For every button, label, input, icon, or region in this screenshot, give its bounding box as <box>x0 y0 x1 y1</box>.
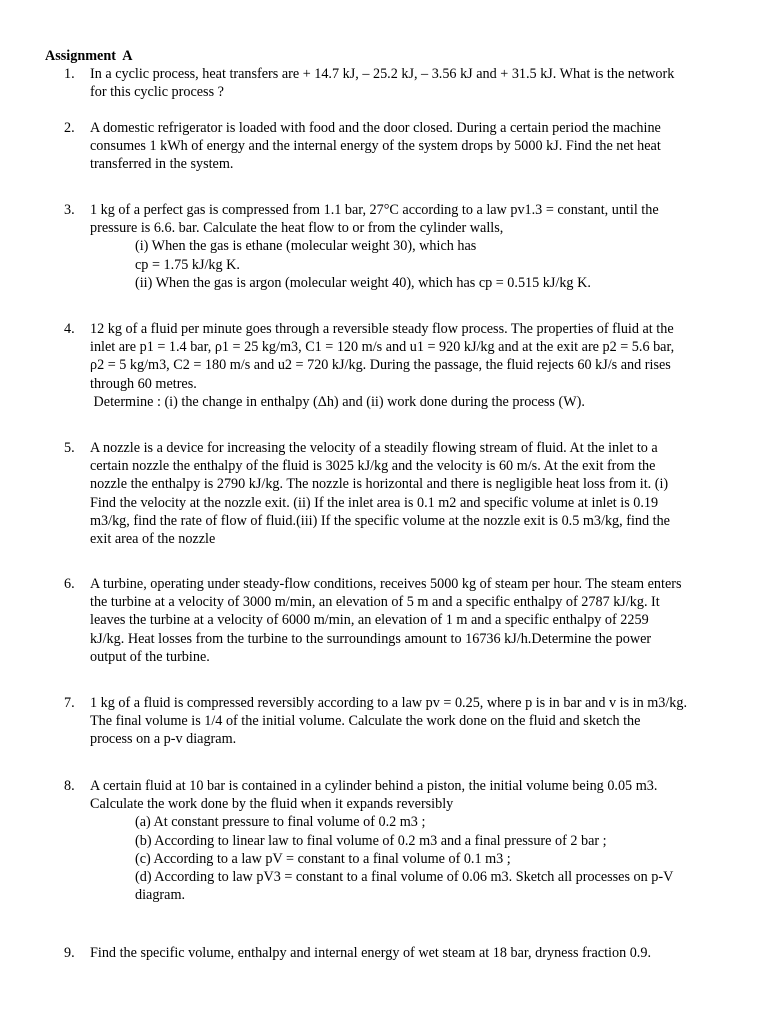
question-5 <box>64 439 728 548</box>
question-text-line: A nozzle is a device for increasing the velocity of a steadily flowing stream of fluid. At the inlet to a <box>90 440 658 456</box>
question-text-line: A turbine, operating under steady-flow conditions, receives 5000 kg of steam per hour. The steam enters <box>90 576 682 592</box>
question-text-line: In a cyclic process, heat transfers are + 14.7 kJ, – 25.2 kJ, – 3.56 kJ and + 31.5 kJ. What is the network <box>90 66 675 82</box>
question-text-line: kJ/kg. Heat losses from the turbine to the surroundings amount to 16736 kJ/h.Determine the power <box>90 630 652 647</box>
question-number: 4. <box>64 321 75 337</box>
question-text-line: inlet are p1 = 1.4 bar, ρ1 = 25 kg/m3, C1 = 120 m/s and u1 = 920 kJ/kg and at the exit are p2 = 5.6 bar, <box>90 339 675 356</box>
question-text-line: Find the velocity at the nozzle exit. (ii) If the inlet area is 0.1 m2 and specific volume at inlet is 0.19 <box>90 494 659 511</box>
question-number: 5. <box>64 440 75 456</box>
question-number: 1. <box>64 66 75 82</box>
question-4 <box>64 320 728 411</box>
question-9 <box>64 944 728 962</box>
question-text-line: nozzle the enthalpy is 2790 kJ/kg. The nozzle is horizontal and there is negligible heat loss from it. (i) <box>90 476 669 493</box>
question-2 <box>64 119 728 174</box>
question-number: 3. <box>64 202 75 218</box>
question-subpart: (i) When the gas is ethane (molecular weight 30), which has <box>135 238 477 255</box>
question-number: 2. <box>64 120 75 136</box>
question-text-line: 1 kg of a fluid is compressed reversibly according to a law pv = 0.25, where p is in bar and v is in m3/kg. <box>90 695 688 711</box>
question-subpart: cp = 1.75 kJ/kg K. <box>135 256 240 273</box>
question-text-line: consumes 1 kWh of energy and the internal energy of the system drops by 5000 kJ. Find the net heat <box>90 138 661 155</box>
question-number: 6. <box>64 576 75 592</box>
question-7 <box>64 694 728 749</box>
question-text-line: ρ2 = 5 kg/m3, C2 = 180 m/s and u2 = 720 kJ/kg. During the passage, the fluid rejects 60 kJ/s and rises <box>90 357 671 374</box>
question-text-line: m3/kg, find the rate of flow of fluid.(iii) If the specific volume at the nozzle exit is 0.5 m3/kg, find the <box>90 512 670 529</box>
question-text-line: certain nozzle the enthalpy of the fluid is 3025 kJ/kg and the velocity is 60 m/s. At the exit from the <box>90 458 656 475</box>
question-8 <box>64 777 728 904</box>
question-text-line: leaves the turbine at a velocity of 6000 m/min, an elevation of 1 m and a specific enthalpy of 2259 <box>90 612 649 629</box>
question-text-line: Determine : (i) the change in enthalpy (Δh) and (ii) work done during the process (W). <box>90 393 585 410</box>
question-text-line: for this cyclic process ? <box>90 84 224 101</box>
question-number: 7. <box>64 695 75 711</box>
question-1 <box>64 65 728 101</box>
question-text-line: A domestic refrigerator is loaded with food and the door closed. During a certain period the machine <box>90 120 661 136</box>
question-number: 9. <box>64 945 75 961</box>
question-text-line: A certain fluid at 10 bar is contained in a cylinder behind a piston, the initial volume being 0.05 m3. <box>90 778 658 794</box>
question-subpart: (a) At constant pressure to final volume of 0.2 m3 ; <box>135 814 426 831</box>
question-subpart: (d) According to law pV3 = constant to a final volume of 0.06 m3. Sketch all processes on p-V <box>135 869 674 886</box>
question-text-line: 12 kg of a fluid per minute goes through a reversible steady flow process. The properties of fluid at the <box>90 321 674 337</box>
question-text-line: through 60 metres. <box>90 375 197 392</box>
question-subpart: diagram. <box>135 887 186 904</box>
question-text-line: Calculate the work done by the fluid when it expands reversibly <box>90 796 454 813</box>
question-text-line: process on a p-v diagram. <box>90 731 237 748</box>
question-text-line: the turbine at a velocity of 3000 m/min, an elevation of 5 m and a specific enthalpy of 2787 kJ/kg. It <box>90 594 660 611</box>
question-text-line: exit area of the nozzle <box>90 531 216 548</box>
question-subpart: (b) According to linear law to final volume of 0.2 m3 and a final pressure of 2 bar ; <box>135 832 607 849</box>
question-text-line: output of the turbine. <box>90 648 210 665</box>
question-text-line: transferred in the system. <box>90 156 234 173</box>
question-6 <box>64 575 728 666</box>
question-subpart: (ii) When the gas is argon (molecular weight 40), which has cp = 0.515 kJ/kg K. <box>135 274 591 291</box>
question-text-line: Find the specific volume, enthalpy and internal energy of wet steam at 18 bar, dryness fraction 0.9. <box>90 945 651 961</box>
question-text-line: The final volume is 1/4 of the initial volume. Calculate the work done on the fluid and sketch the <box>90 713 641 730</box>
question-subpart: (c) According to a law pV = constant to a final volume of 0.1 m3 ; <box>135 850 511 867</box>
assignment-title: Assignment A <box>45 48 133 64</box>
question-text-line: pressure is 6.6. bar. Calculate the heat flow to or from the cylinder walls, <box>90 220 504 237</box>
question-3 <box>64 201 728 292</box>
question-text-line: 1 kg of a perfect gas is compressed from 1.1 bar, 27°C according to a law pv1.3 = constant, until the <box>90 202 659 218</box>
question-number: 8. <box>64 778 75 794</box>
